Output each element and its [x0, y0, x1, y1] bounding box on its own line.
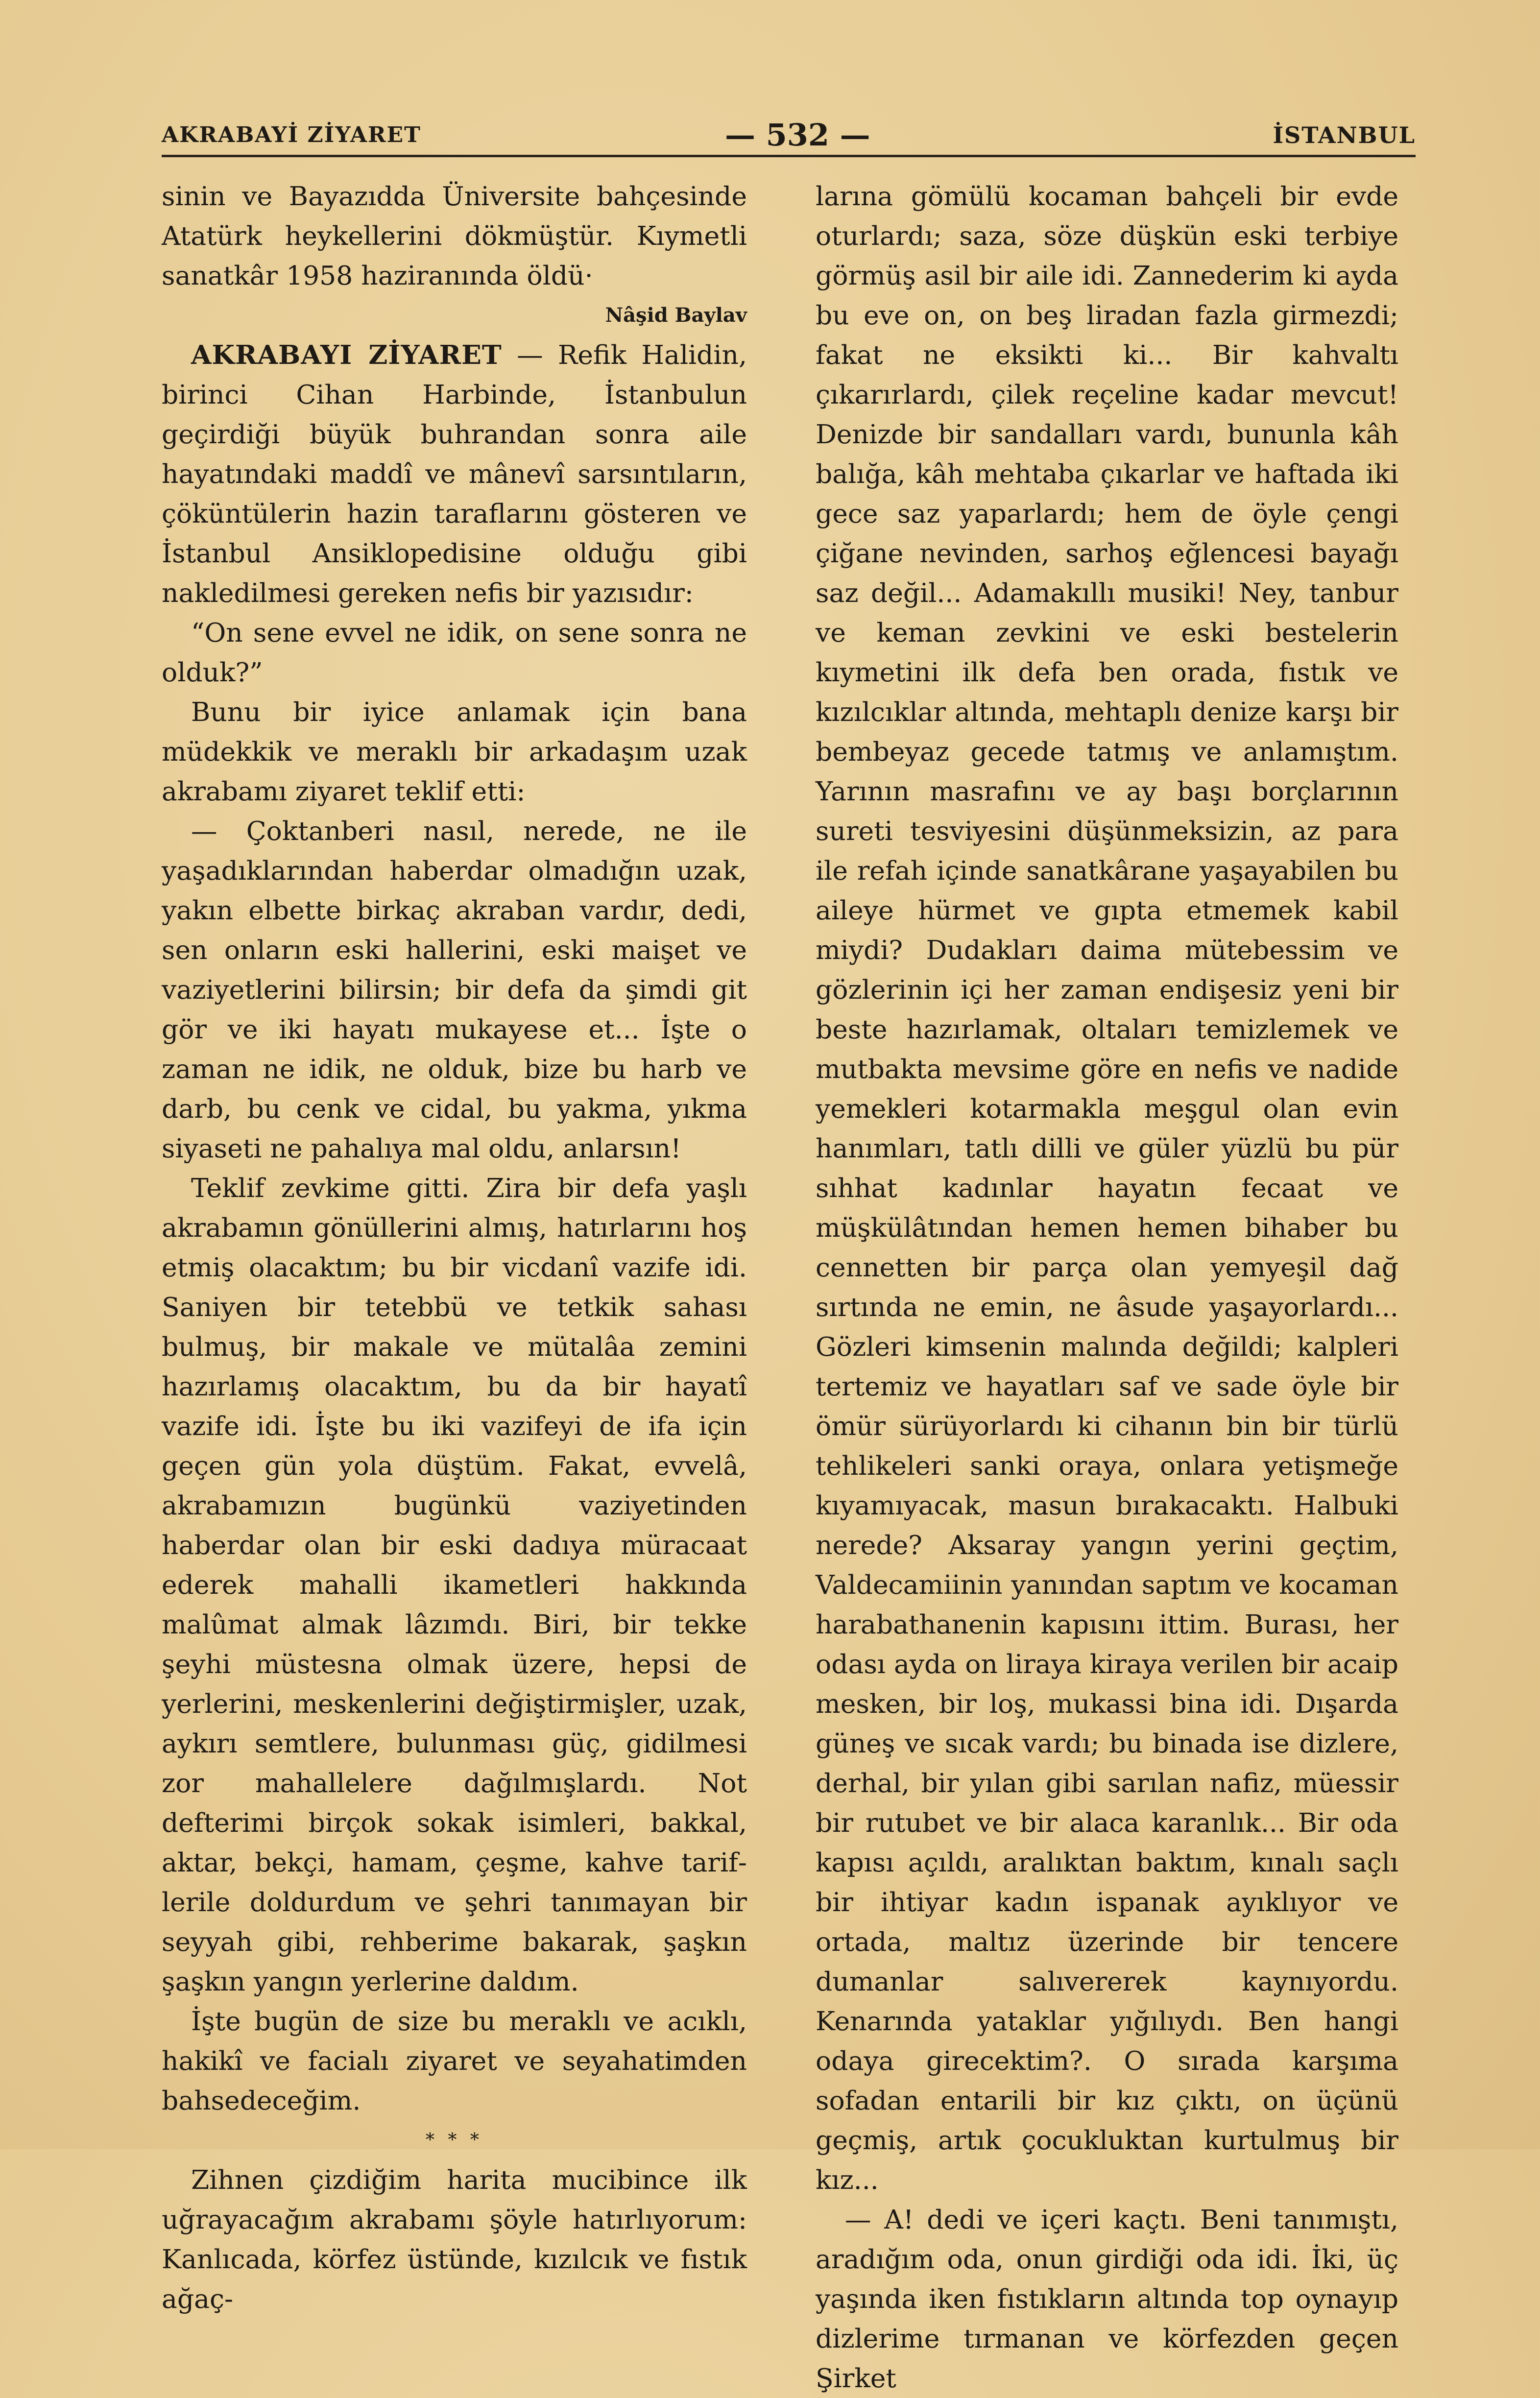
paragraph: Zihnen çizdiğim harita mucibince ilk uğrayacağım akrabamı şöyle hatırlıyorum: Kanlıcada, körfez üstünde, kızılcık ve fıstık ağaç-: [162, 2164, 747, 2314]
paragraph: Teklif zevkime gitti. Zira bir defa yaşlı akrabamın gönüllerini almış, hatırlarını hoş etmiş olacaktım; bu bir vicdanî vazife idi. Saniyen bir tetebbü ve tetkik sahası bulmuş, bir makale ve mütalâa zemini hazırlamış olacaktım, bu da bir hayatî vazife idi. İşte bu iki vazifeyi de ifa için geçen gün yola düştüm. Fakat, evvelâ, akrabamızın bugünkü vaziyetinden haberdar olan bir eski dadıya müracaat ederek mahalli ikametleri hakkında malûmat almak lâzımdı. Biri, bir tekke şeyhi müstesna olmak üzere, hepsi de yerlerini, meskenlerini değiştirmişler, uzak, aykırı semtlere, bulunması güç, gidilmesi zor mahallelere dağılmışlardı. Not defterimi birçok sokak isimleri, bakkal, aktar, bekçi, hamam, çeşme, kahve tariflerile doldurdum ve şehri tanımayan bir seyyah gibi, rehberime bakarak, şaşkın şaşkın yangın yerlerine daldım.: [162, 1173, 747, 1997]
right-column: [816, 176, 1398, 2398]
entry-body: — Refik Halidin, birinci Cihan Harbinde, İstanbulun geçirdiği büyük buhrandan sonra aile hayatındaki maddî ve mânevî sarsıntıların, çöküntülerin hazin taraflarını gösteren ve İstanbul Ansiklopedisine olduğu gibi nakledilmesi gereken nefis bir yazısıdır:: [162, 339, 747, 608]
header-publication: İSTANBUL: [1273, 122, 1416, 148]
header-title: AKRABAYİ ZİYARET: [162, 122, 421, 147]
paragraph: — Çoktanberi nasıl, nerede, ne ile yaşadıklarından haberdar olmadığın uzak, yakın elbette birkaç akraban vardır, dedi, sen onların eski hallerini, eski maişet ve vaziyetlerini bilirsin; bir defa da şimdi git gör ve iki hayatı mukayese et... İşte o zaman ne idik, ne olduk, bize bu harb ve darb, bu cenk ve cidal, bu yakma, yıkma siyaseti ne pahalıya mal oldu, anlarsın!: [162, 815, 747, 1164]
running-header: [162, 116, 1416, 155]
paragraph: “On sene evvel ne idik, on sene sonra ne olduk?”: [162, 617, 747, 688]
entry-title: AKRABAYI ZİYARET: [191, 339, 502, 370]
paragraph: sinin ve Bayazıdda Üniversite bahçesinde Atatürk heykellerini dökmüştür. Kıymetli sanatkâr 1958 haziranında öldü·: [162, 181, 747, 291]
paragraph: İşte bugün de size bu meraklı ve acıklı, hakikî ve facialı ziyaret ve seyahatimden bahsedeceğim.: [162, 2006, 747, 2116]
paragraph: larına gömülü kocaman bahçeli bir evde oturlardı; saza, söze düşkün eski terbiye görmüş asil bir aile idi. Zannederim ki ayda bu eve on, on beş liradan fazla girmezdi; fakat ne eksikti ki... Bir kahvaltı çıkarırlardı, çilek reçeline kadar mevcut! Denizde bir sandalları vardı, bununla kâh balığa, kâh mehtaba çıkarlar ve haftada iki gece saz yaparlardı; hem de öyle çengi çiğane nevinden, sarhoş eğlencesi bayağı saz değil... Adamakıllı musiki! Ney, tanbur ve keman zevkini ve eski bestelerin kıymetini ilk defa ben orada, fıstık ve kızılcıklar altında, mehtaplı denize karşı bir bembeyaz gecede tatmış ve anlamıştım. Yarının masrafını ve ay başı borçlarının sureti tesviyesini düşünmeksizin, az para ile refah içinde sanatkârane yaşayabilen bu aileye hürmet ve gıpta etmemek kabil miydi? Dudakları daima mütebessim ve gözlerinin içi her zaman endişesiz yeni bir beste hazırlamak, oltaları temizlemek ve mutbakta mevsime göre en nefis ve nadide yemekleri kotarmakla meşgul olan evin hanımları, tatlı dilli ve güler yüzlü bu pür sıhhat kadınlar hayatın fecaat ve müşkülâtından hemen hemen bihaber bu cennetten bir parça olan yemyeşil dağ sırtında ne emin, ne âsude yaşayorlardı... Gözleri kimsenin malında değildi; kalpleri tertemiz ve hayatları saf ve sade öyle bir ömür sürüyorlardı ki cihanın bin bir türlü tehlikeleri sanki oraya, onlara yetişmeğe kıyamıyacak, masun bırakacaktı. Halbuki nerede? Aksaray yangın yerini geçtim, Valdecamiinin yanından saptım ve kocaman harabathanenin kapısını ittim. Burası, her odası ayda on liraya kiraya verilen bir acaip mesken, bir loş, mukassi bina idi. Dışarda güneş ve sıcak vardı; bu binada ise dizlere, derhal, bir yılan gibi sarılan nafiz, müessir bir rutubet ve bir alaca karanlık... Bir oda kapısı açıldı, aralıktan baktım, kınalı saçlı bir ihtiyar kadın ispanak ayıklıyor ve ortada, maltız üzerinde bir tencere dumanlar salıvererek kaynıyordu. Kenarında yataklar yığılıydı. Ben hangi odaya girecektim?. O sırada karşıma sofadan entarili bir kız çıktı, on üçünü geçmiş, artık çocukluktan kurtulmuş bir kız...: [816, 181, 1398, 2195]
header-rule: [162, 155, 1416, 157]
page-number: — 532 —: [725, 117, 870, 153]
left-column: [162, 176, 747, 2319]
paragraph: — A! dedi ve içeri kaçtı. Beni tanımıştı, aradığım oda, onun girdiği oda idi. İki, üç yaşında iken fıstıkların altında top oynayıp dizlerime tırmanan ve körfezden geçen Şirket: [816, 2204, 1398, 2394]
section-divider: * * *: [426, 2130, 483, 2150]
author-signature: Nâşid Baylav: [605, 304, 747, 327]
entry-paragraph: [162, 335, 747, 613]
paragraph: Bunu bir iyice anlamak için bana müdekkik ve meraklı bir arkadaşım uzak akrabamı ziyaret teklif etti:: [162, 696, 747, 807]
